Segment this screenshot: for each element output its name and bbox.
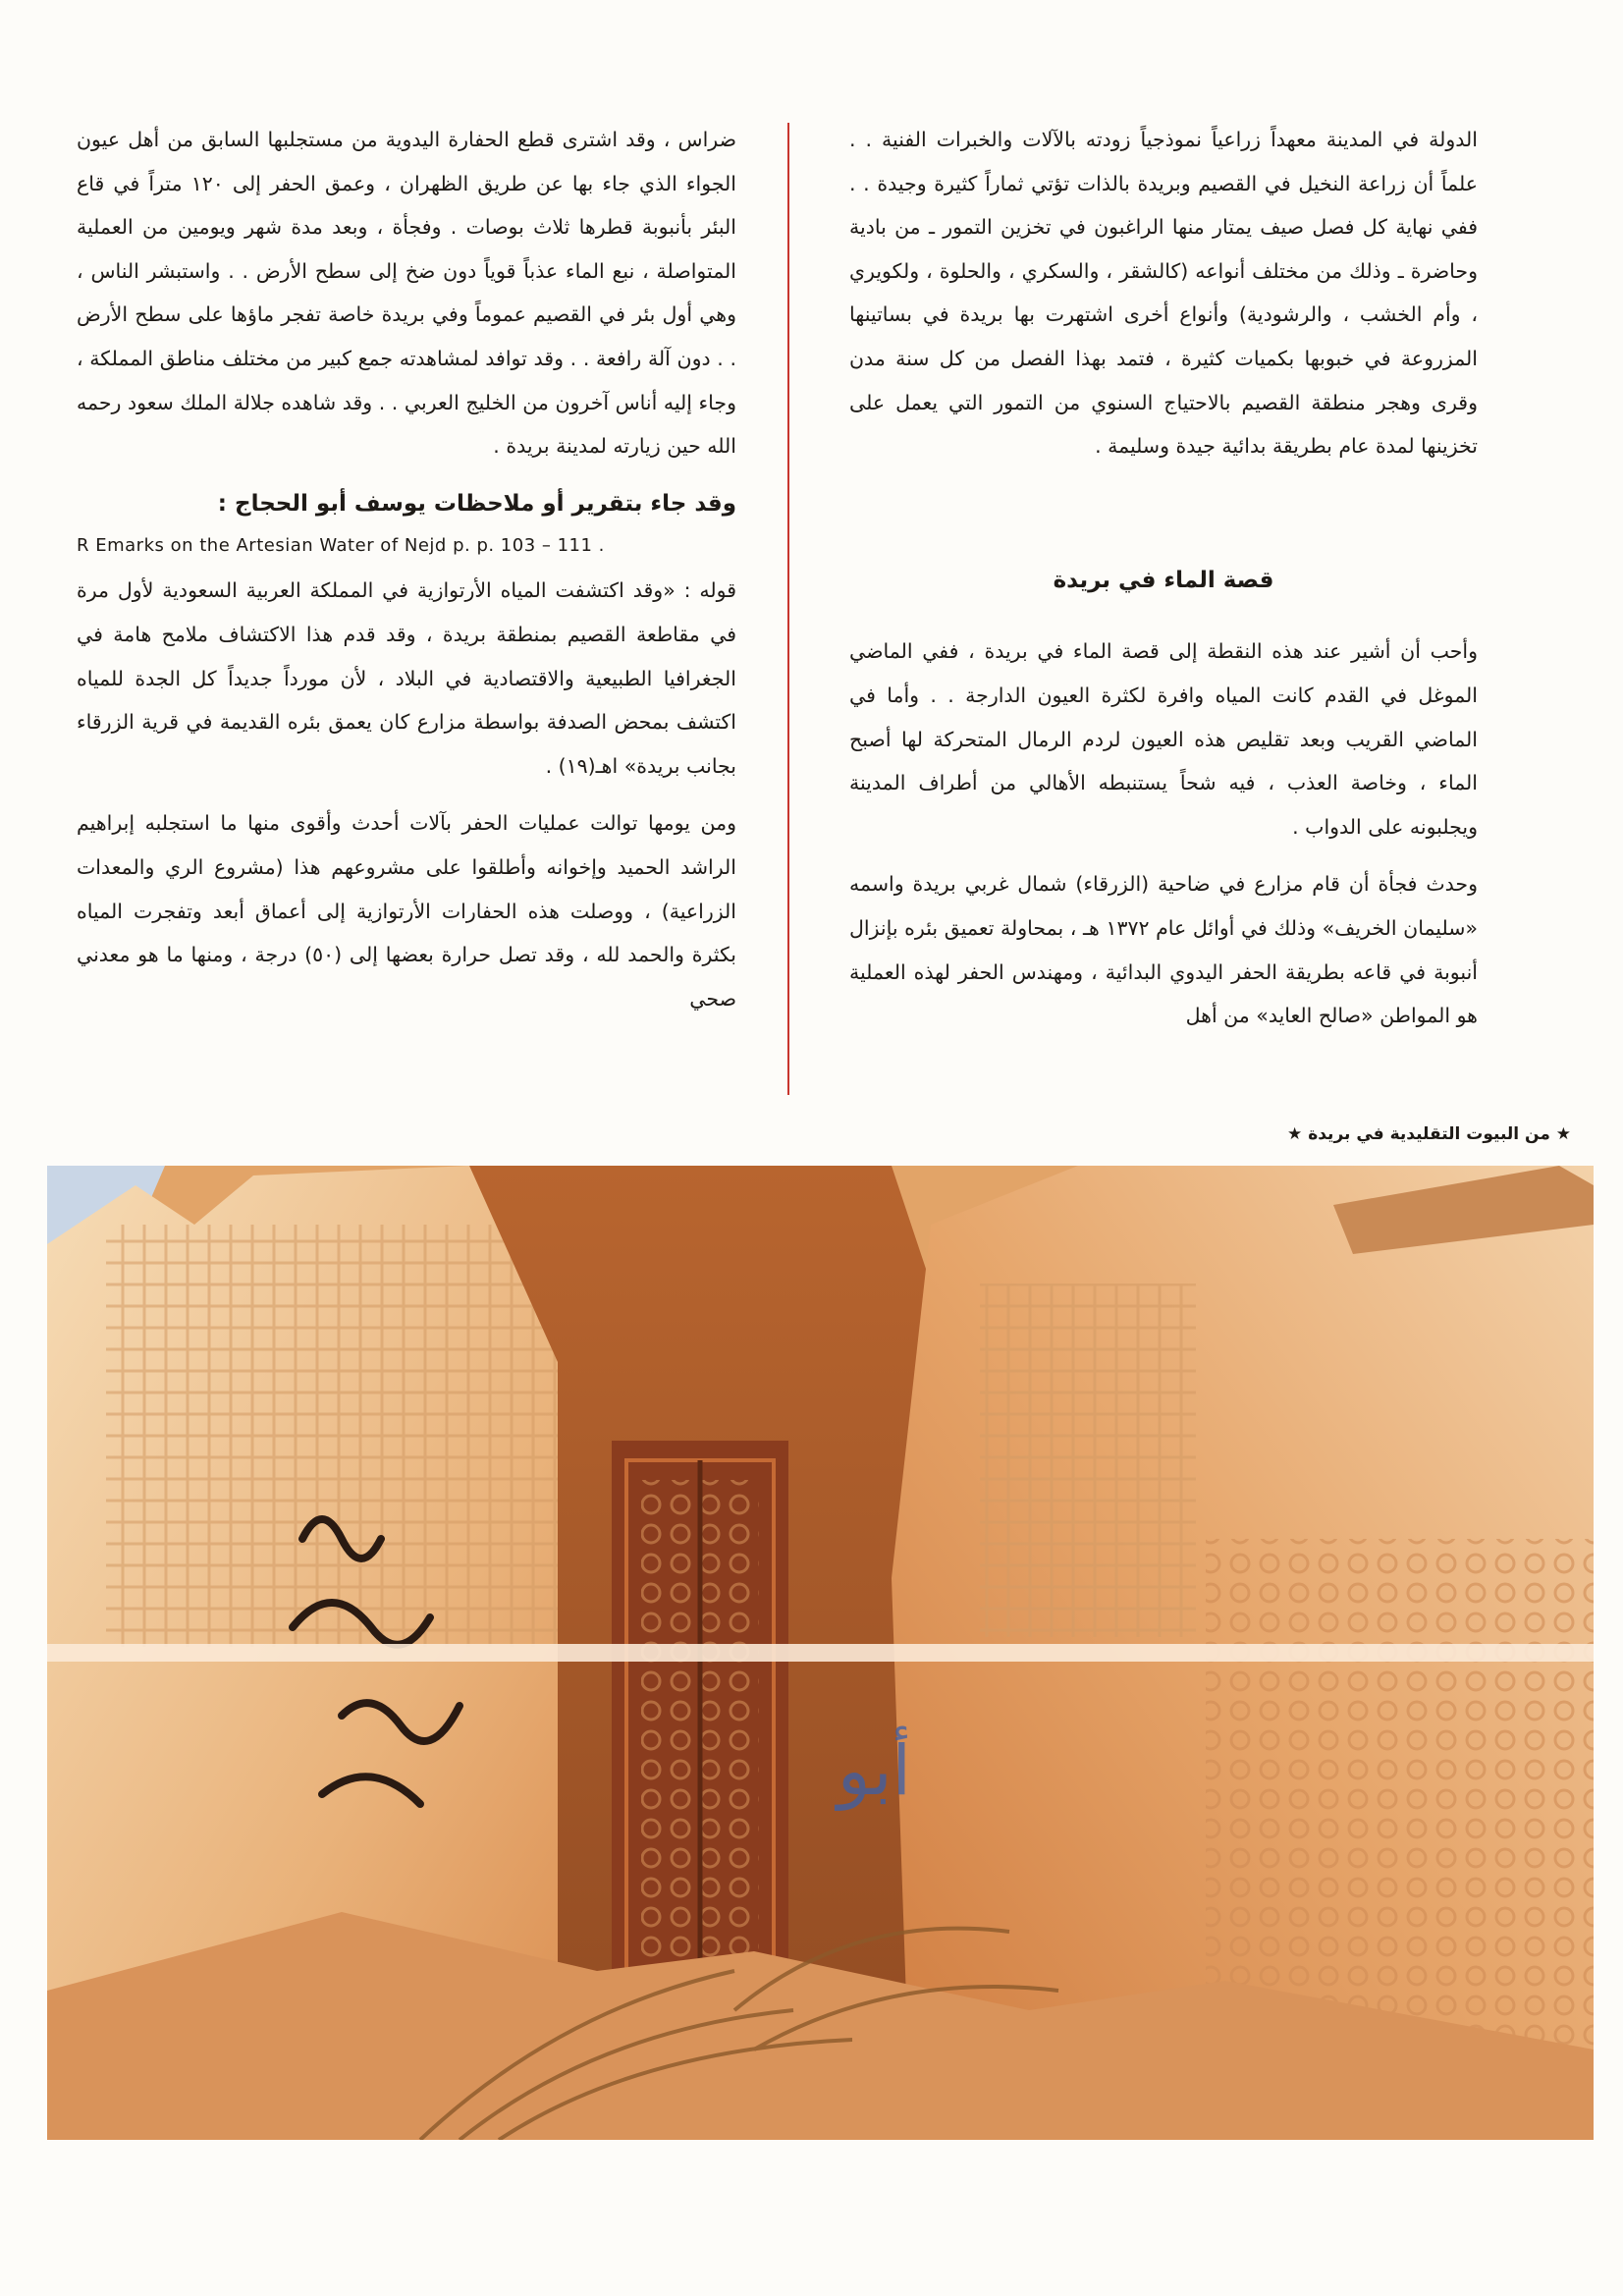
paragraph: ومن يومها توالت عمليات الحفر بآلات أحدث وأقوى منها ما استجلبه إبراهيم الراشد الحميد وإخوانه وأطلقوا على مشروعهم هذا (مشروع الري والمعدات الزراعية) ، ووصلت هذه الحفارات الأرتوازية إلى أعماق أبعد وتفجرت المياه بكثرة والحمد لله ، وقد تصل حرارة بعضها إلى (٥٠) درجة ، ومنها ما هو معدني صحي: [77, 811, 737, 1011]
mud-house-illustration-icon: [47, 1166, 1594, 2140]
paragraph: قوله : «وقد اكتشفت المياه الأرتوازية في المملكة العربية السعودية لأول مرة في مقاطعة القصيم بمنطقة بريدة ، وقد قدم هذا الاكتشاف ملامح هامة في الجغرافيا الطبيعية والاقتصادية في البلاد ، لأن مورداً جديداً كل الجدة للمياه اكتشف بمحض الصدفة بواسطة مزارع كان يعمق بئره القديمة في قرية الزرقاء بجانب بريدة» اهـ(١٩) .: [77, 578, 736, 778]
paragraph: وحدث فجأة أن قام مزارع في ضاحية (الزرقاء) شمال غربي بريدة واسمه «سليمان الخريف» وذلك في أوائل عام ١٣٧٢ هـ ، بمحاولة تعميق بئره بإنزال أنبوبة في قاعه بطريقة الحفر اليدوي البدائية ، ومهندس الحفر لهذه العملية هو المواطن «صالح العايد» من أهل: [849, 872, 1479, 1028]
wooden-door: [612, 1441, 788, 2010]
section-heading: وقد جاء بتقرير أو ملاحظات يوسف أبو الحجاج :: [217, 490, 736, 517]
right-column: [849, 118, 1478, 1038]
paragraph: وأحب أن أشير عند هذه النقطة إلى قصة الماء في بريدة ، ففي الماضي الموغل في القدم كانت المياه وافرة لكثرة العيون الدارجة . . وأما في الماضي القريب وبعد تقليص هذه العيون لردم الرمال المتحركة لها أصبح الماء ، وخاصة العذب ، فيه شحاً يستنبطه الأهالي من أطراف المدينة ويجلبونه على الدواب .: [849, 639, 1478, 839]
traditional-house-photo: [47, 1166, 1594, 2140]
graffiti-text: أبو: [837, 1730, 911, 1811]
reference-citation: R Emarks on the Artesian Water of Nejd p. p. 103 – 111 .: [77, 535, 605, 557]
paragraph: ضراس ، وقد اشترى قطع الحفارة اليدوية من مستجلبها السابق من أهل عيون الجواء الذي جاء بها عن طريق الظهران ، وعمق الحفر إلى ١٢٠ متراً في قاع البئر بأنبوبة قطرها ثلاث بوصات . وفجأة ، وبعد مدة شهر ويومين من العملية المتواصلة ، نبع الماء عذباً قوياً دون ضخ إلى سطح الأرض . . واستبشر الناس ، وهي أول بئر في القصيم عموماً وفي بريدة خاصة تفجر ماؤها على سطح الأرض . . دون آلة رافعة . . وقد توافد لمشاهدته جمع كبير من مختلف مناطق المملكة ، وجاء إليه أناس آخرون من الخليج العربي . . وقد شاهده جلالة الملك سعود رحمه الله حين زيارته لمدينة بريدة .: [77, 128, 736, 459]
left-column: [77, 118, 736, 1020]
photo-caption: ★ من البيوت التقليدية في بريدة ★: [1287, 1124, 1571, 1144]
section-heading: قصة الماء في بريدة: [1053, 567, 1274, 593]
column-divider: [787, 123, 789, 1095]
paragraph: الدولة في المدينة معهداً زراعياً نموذجياً زودته بالآلات والخبرات الفنية . . علماً أن زراعة النخيل في القصيم وبريدة بالذات تؤتي ثماراً كثيرة وجيدة . . ففي نهاية كل فصل صيف يمتار منها الراغبون في تخزين التمور ـ من بادية وحاضرة ـ وذلك من مختلف أنواعه (كالشقر ، والسكري ، والحلوة ، ولكويري ، وأم الخشب ، والرشودية) وأنواع أخرى اشتهرت بها بريدة في بساتينها المزروعة في خبوبها بكميات كثيرة ، فتمد بهذا الفصل من كل سنة مدن وقرى وهجر منطقة القصيم بالاحتياج السنوي من التمور التي يعمل على تخزينها لمدة عام بطريقة بدائية جيدة وسليمة .: [849, 128, 1478, 459]
